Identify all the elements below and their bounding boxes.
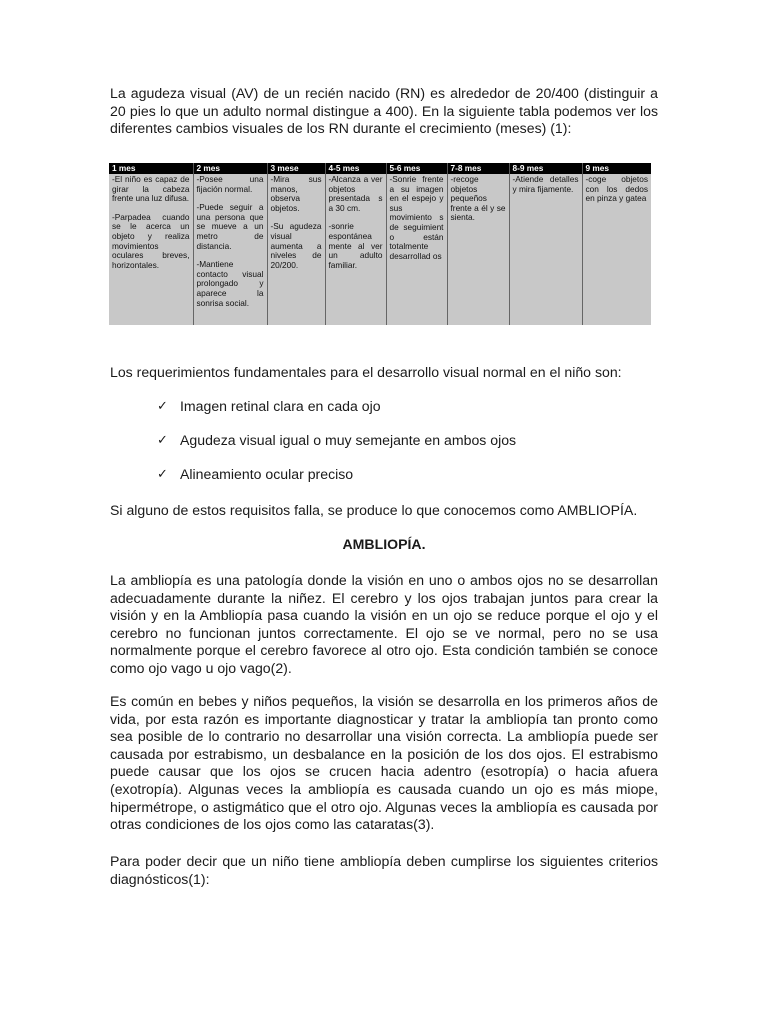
requirements-intro: Los requerimientos fundamentales para el desarrollo visual normal en el niño son: xyxy=(110,364,622,380)
cell-text: -Puede seguir a una persona que se mueve a un metro de distancia. xyxy=(196,202,264,251)
list-item xyxy=(157,432,516,466)
checkmark-icon: ✓ xyxy=(157,467,168,482)
table-header-cell: 2 mes xyxy=(193,163,267,174)
cell-text: -coge objetos con los dedos en pinza y gatea xyxy=(585,174,648,204)
requirement-text: Imagen retinal clara en cada ojo xyxy=(180,398,381,414)
table-cell-4-5-mes xyxy=(325,174,386,325)
table-header-row xyxy=(109,163,651,174)
table-header-cell: 4-5 mes xyxy=(325,163,386,174)
table-row xyxy=(109,174,651,325)
checkmark-icon: ✓ xyxy=(157,399,168,414)
list-item xyxy=(157,466,516,500)
table-cell-8-9-mes xyxy=(509,174,582,325)
table-header-cell: 1 mes xyxy=(109,163,193,174)
requirement-text: Agudeza visual igual o muy semejante en ambos ojos xyxy=(180,432,517,448)
table-header-cell: 7-8 mes xyxy=(447,163,509,174)
cell-text: -Sonrie frente a su imagen en el espejo y sus movimiento s de seguimient o están totalmente desarrollad os xyxy=(389,174,444,261)
amblyopia-paragraph-1: La ambliopía es una patología donde la visión en uno o ambos ojos no se desarrollan adecuadamente durante la niñez. El cerebro y los ojos trabajan juntos para crear la visión y en la Ambliopía pasa cuando la visión en un ojo se reduce porque el ojo y el cerebro no funcionan juntos correctamente. El ojo se ve normal, pero no se usa normalmente porque el cerebro favorece al otro ojo. Esta condición también se conoce como ojo vago u ojo vago(2). xyxy=(110,572,658,676)
cell-text: -Posee una fijación normal. xyxy=(196,174,264,194)
table-cell-7-8-mes xyxy=(447,174,509,325)
cell-text: -Mantiene contacto visual prolongado y aparece la sonrisa social. xyxy=(196,259,264,308)
table-header-cell: 8-9 mes xyxy=(509,163,582,174)
cell-text: -Atiende detalles y mira fijamente. xyxy=(512,174,579,194)
table-header-cell: 9 mes xyxy=(582,163,651,174)
table-cell-3-mese xyxy=(267,174,325,325)
amblyopia-paragraph-2: Es común en bebes y niños pequeños, la visión se desarrolla en los primeros años de vida, por esta razón es importante diagnosticar y tratar la ambliopía tan pronto como sea posible de lo contrario no desarrollar una visión correcta. La ambliopía puede ser causada por estrabismo, un desbalance en la posición de los dos ojos. El estrabismo puede causar que los ojos se crucen hacia adentro (esotropía) o hacia afuera (exotropía). Algunas veces la ambliopía es causada cuando un ojo es más miope, hipermétrope, o astigmático que el otro ojo. Algunas veces la ambliopía es causada por otras condiciones de los ojos como las cataratas(3). xyxy=(110,693,658,833)
table-cell-1-mes xyxy=(109,174,193,325)
intro-paragraph: La agudeza visual (AV) de un recién nacido (RN) es alrededor de 20/400 (distinguir a 20 pies lo que un adulto normal distingue a 400). En la siguiente tabla podemos ver los diferentes cambios visuales de los RN durante el crecimiento (meses) (1): xyxy=(110,85,658,137)
list-item xyxy=(157,398,516,432)
amblyopia-paragraph-3: Para poder decir que un niño tiene ambliopía deben cumplirse los siguientes criterios diagnósticos(1): xyxy=(110,853,658,887)
section-heading: AMBLIOPÍA. xyxy=(342,536,426,552)
table-cell-2-mes xyxy=(193,174,267,325)
cell-text: -Su agudeza visual aumenta a niveles de 20/200. xyxy=(270,221,322,270)
failure-paragraph: Si alguno de estos requisitos falla, se produce lo que conocemos como AMBLIOPÍA. xyxy=(110,502,638,518)
table-cell-5-6-mes xyxy=(386,174,447,325)
cell-text: -Alcanza a ver objetos presentada s a 30 cm. xyxy=(328,174,383,213)
cell-text: -Parpadea cuando se le acerca un objeto y realiza movimientos oculares breves, horizontales. xyxy=(112,211,190,270)
table-header-cell: 5-6 mes xyxy=(386,163,447,174)
cell-text: -Mira sus manos, observa objetos. xyxy=(270,174,322,213)
cell-text: -recoge objetos pequeños frente a él y se sienta. xyxy=(450,174,506,223)
visual-development-table xyxy=(109,163,651,325)
requirement-text: Alineamiento ocular preciso xyxy=(180,466,354,482)
cell-text: -El niño es capaz de girar la cabeza frente una luz difusa. xyxy=(112,174,190,204)
requirements-list xyxy=(157,398,516,500)
cell-text: -sonrie espontánea mente al ver un adulto familiar. xyxy=(328,221,383,270)
table-cell-9-mes xyxy=(582,174,651,325)
table-header-cell: 3 mese xyxy=(267,163,325,174)
checkmark-icon: ✓ xyxy=(157,433,168,448)
